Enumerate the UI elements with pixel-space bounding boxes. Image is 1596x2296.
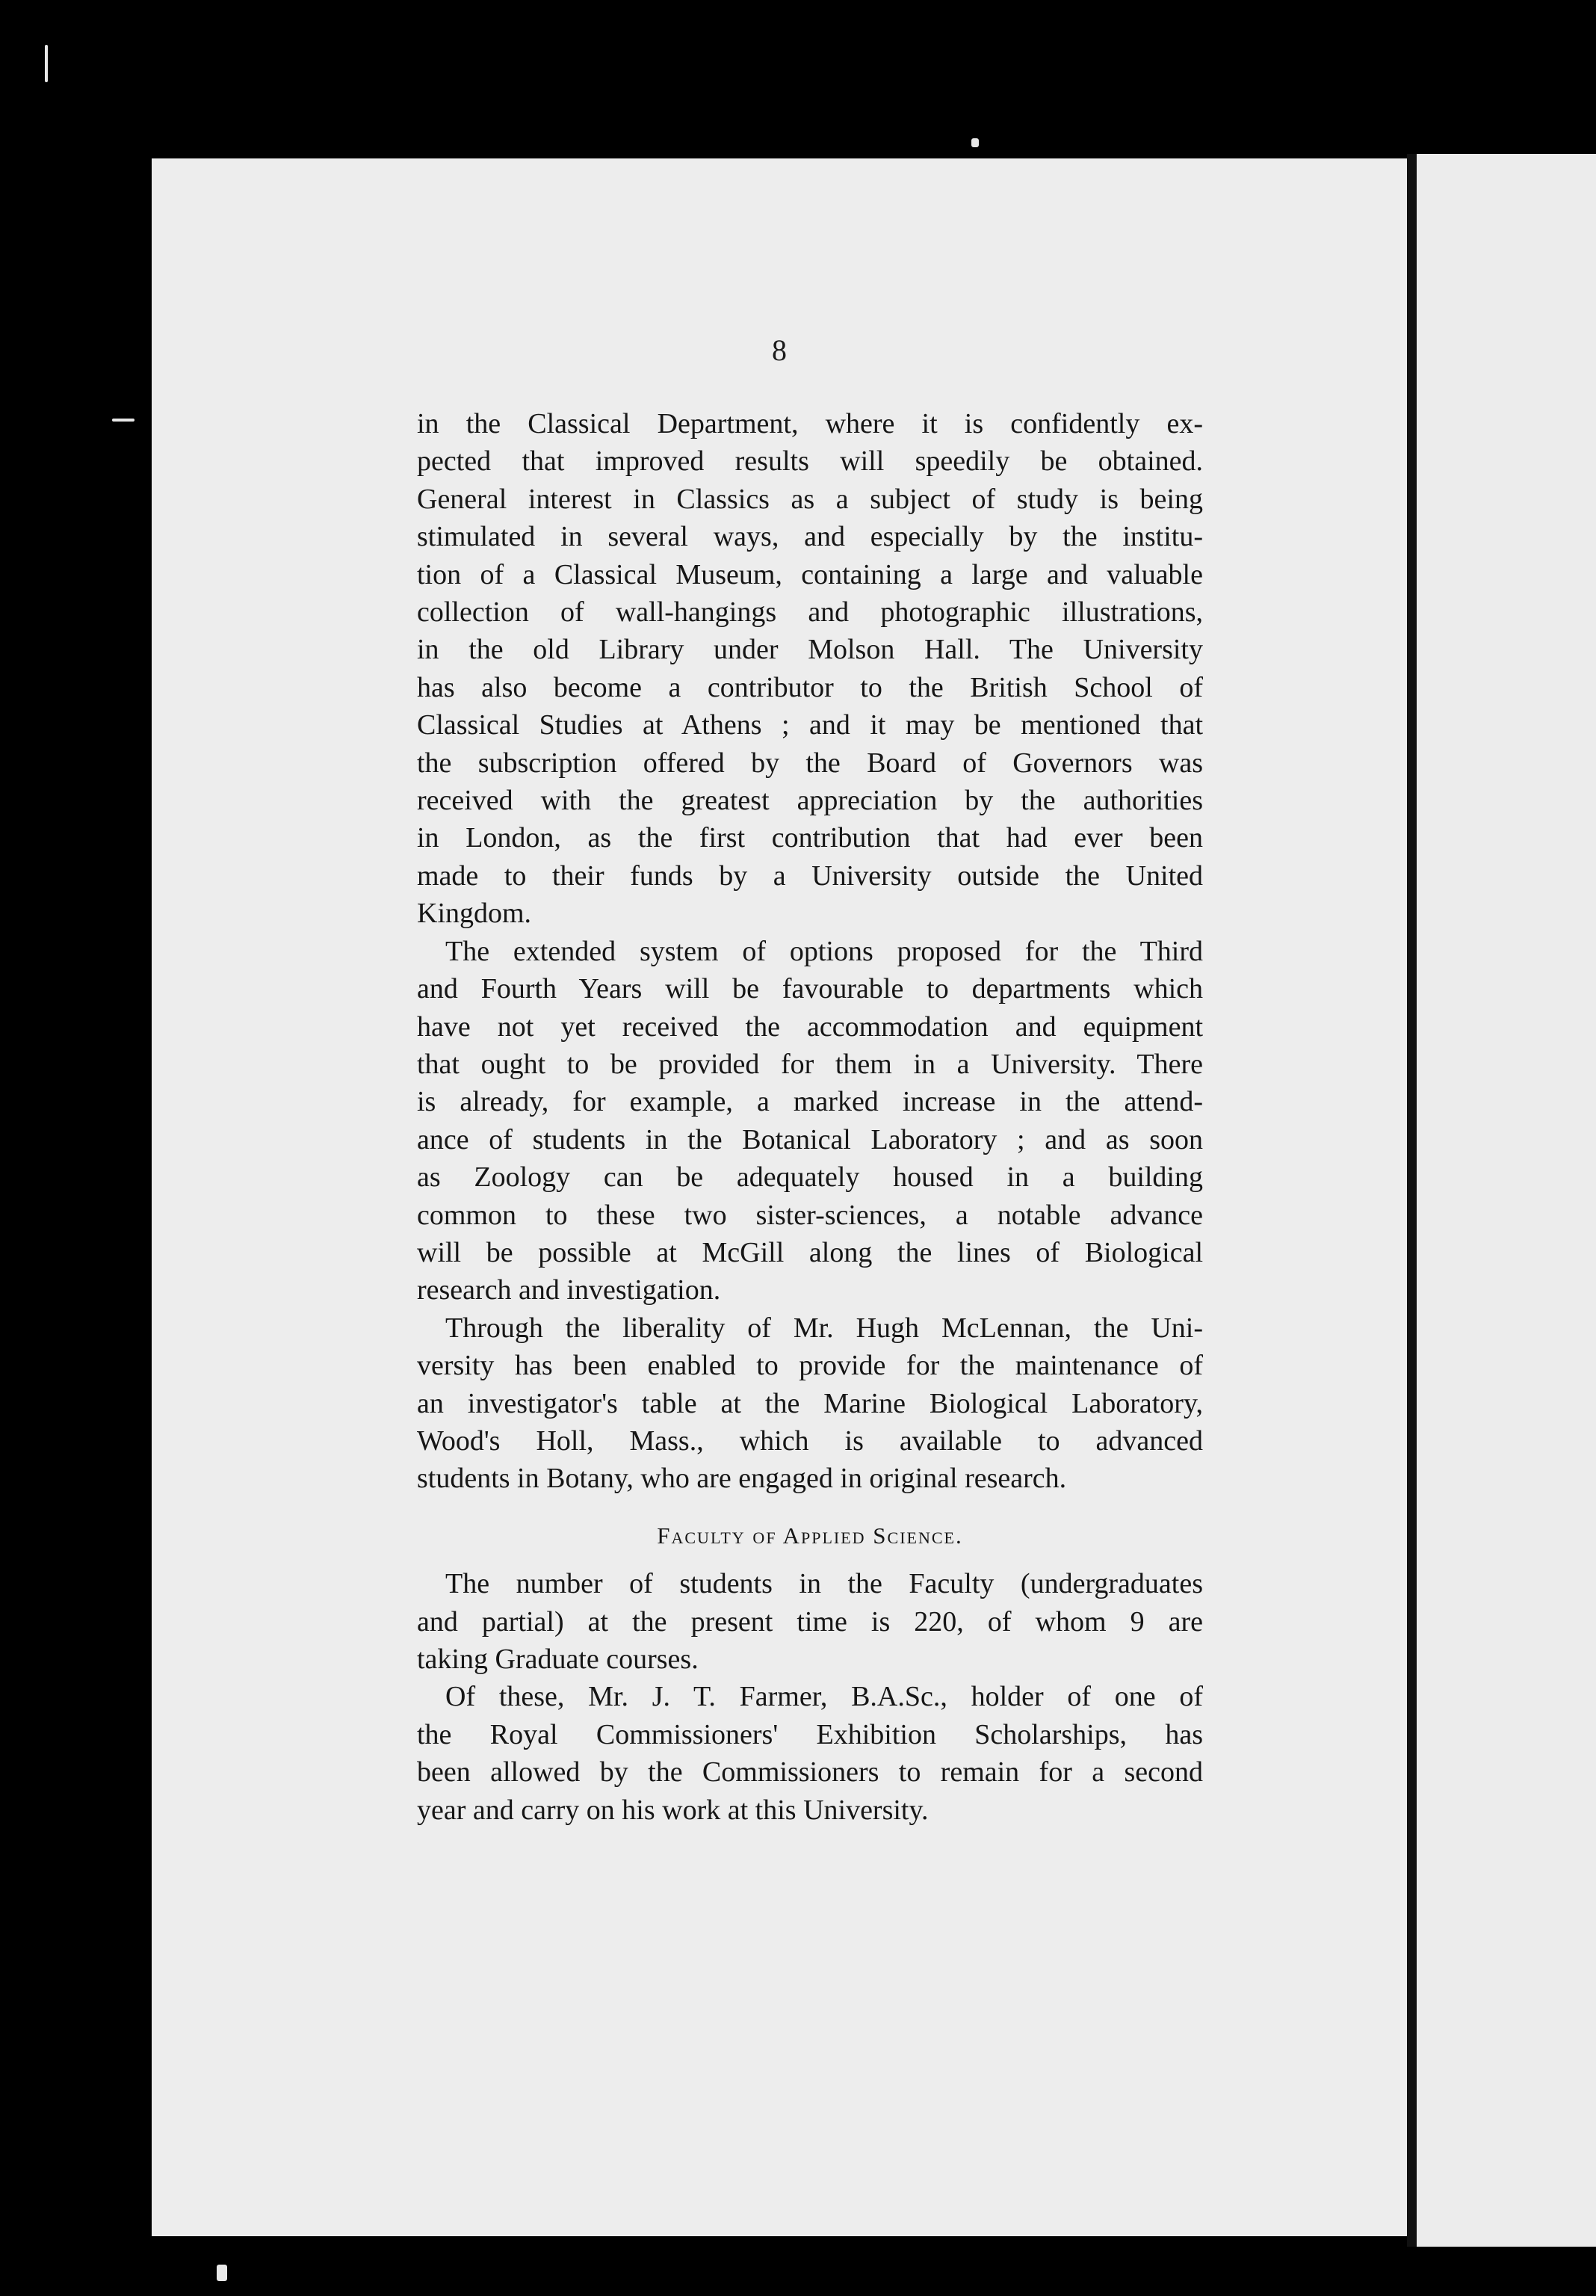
text-line: as Zoology can be adequately housed in a building xyxy=(417,1161,1203,1194)
text-line: ance of students in the Botanical Laboratory ; and as soon xyxy=(417,1123,1203,1155)
text-line: stimulated in several ways, and especially by the institu- xyxy=(417,521,1203,553)
text-line: the subscription offered by the Board of Governors was xyxy=(417,747,1203,779)
text-line: Wood's Holl, Mass., which is available to advanced xyxy=(417,1425,1203,1457)
text-line: in the old Library under Molson Hall. The University xyxy=(417,634,1203,666)
text-line: Of these, Mr. J. T. Farmer, B.A.Sc., holder of one of xyxy=(445,1681,1203,1713)
book-gutter xyxy=(1407,154,1417,2247)
text-line: tion of a Classical Museum, containing a large and valuable xyxy=(417,558,1203,590)
text-line: have not yet received the accommodation and equipment xyxy=(417,1010,1203,1043)
paragraph-classical-department xyxy=(417,405,1203,933)
text-line: the Royal Commissioners' Exhibition Scholarships, has xyxy=(417,1718,1203,1750)
text-line: pected that improved results will speedily be obtained. xyxy=(417,445,1203,478)
text-line: that ought to be provided for them in a University. There xyxy=(417,1048,1203,1080)
text-line: been allowed by the Commissioners to remain for a second xyxy=(417,1756,1203,1789)
text-line: received with the greatest appreciation by the authorities xyxy=(417,785,1203,817)
text-line: Classical Studies at Athens ; and it may be mentioned that xyxy=(417,709,1203,741)
page-number: 8 xyxy=(772,333,787,367)
text-line: students in Botany, who are engaged in original research. xyxy=(417,1463,1067,1495)
text-line: year and carry on his work at this University. xyxy=(417,1794,929,1826)
text-line: research and investigation. xyxy=(417,1274,721,1306)
text-line: and partial) at the present time is 220, of whom 9 are xyxy=(417,1605,1203,1638)
scan-speck xyxy=(971,138,979,147)
paragraph-mclennan-liberality xyxy=(417,1309,1203,1498)
text-line: an investigator's table at the Marine Biological Laboratory, xyxy=(417,1387,1203,1419)
text-line: will be possible at McGill along the lines of Biological xyxy=(417,1236,1203,1268)
text-line: in the Classical Department, where it is confidently ex- xyxy=(417,408,1203,439)
text-line: made to their funds by a University outside the United xyxy=(417,860,1203,892)
text-line: common to these two sister-sciences, a notable advance xyxy=(417,1199,1203,1231)
text-line: is already, for example, a marked increase in the attend- xyxy=(417,1086,1203,1118)
scan-speck xyxy=(45,45,48,82)
section-heading: Faculty of Applied Science. xyxy=(657,1522,963,1549)
text-line: has also become a contributor to the British School of xyxy=(417,671,1203,703)
facing-page-edge xyxy=(1417,154,1596,2247)
paragraph-student-numbers xyxy=(417,1565,1203,1678)
text-line: Kingdom. xyxy=(417,898,532,930)
text-line: collection of wall-hangings and photographic illustrations, xyxy=(417,596,1203,629)
text-line: taking Graduate courses. xyxy=(417,1644,699,1675)
text-line: General interest in Classics as a subject of study is being xyxy=(417,483,1203,515)
scan-speck xyxy=(112,419,134,422)
text-line: The extended system of options proposed for the Third xyxy=(445,935,1203,967)
page-body xyxy=(417,405,1203,1829)
text-line: The number of students in the Faculty (undergraduates xyxy=(445,1568,1203,1600)
text-line: in London, as the first contribution that had ever been xyxy=(417,822,1203,854)
book-page xyxy=(152,158,1407,2236)
paragraph-farmer-scholarship xyxy=(417,1678,1203,1829)
scan-speck xyxy=(217,2265,227,2281)
text-line: and Fourth Years will be favourable to departments which xyxy=(417,973,1203,1005)
text-line: Through the liberality of Mr. Hugh McLennan, the Uni- xyxy=(445,1312,1203,1344)
paragraph-options-system xyxy=(417,933,1203,1309)
text-line: versity has been enabled to provide for the maintenance of xyxy=(417,1350,1203,1382)
